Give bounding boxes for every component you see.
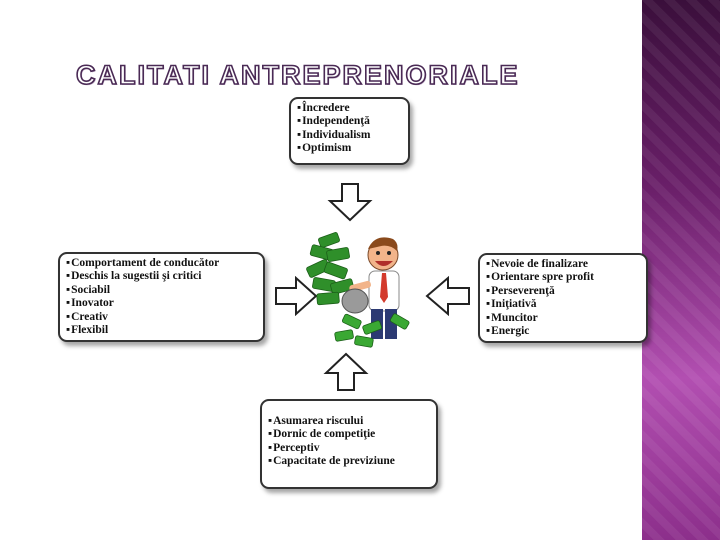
quality-item: ▪ Perceptiv <box>268 442 430 455</box>
qualities-box-right <box>478 253 648 343</box>
quality-item: ▪ Independenţă <box>297 115 402 128</box>
quality-item: ▪ Inovator <box>66 297 257 310</box>
quality-item: ▪ Perseverenţă <box>486 285 640 298</box>
quality-item: ▪ Muncitor <box>486 312 640 325</box>
quality-item: ▪ Comportament de conducător <box>66 257 257 270</box>
qualities-box-bottom <box>260 399 438 489</box>
quality-item: ▪ Încredere <box>297 102 402 115</box>
quality-item: ▪ Orientare spre profit <box>486 271 640 284</box>
decorative-side-band <box>642 0 720 540</box>
arrow-down-icon <box>327 182 373 222</box>
quality-item: ▪ Sociabil <box>66 284 257 297</box>
quality-item: ▪ Creativ <box>66 311 257 324</box>
arrow-up-icon <box>323 352 369 392</box>
quality-item: ▪ Deschis la sugestii şi critici <box>66 270 257 283</box>
quality-item: ▪ Nevoie de finalizare <box>486 258 640 271</box>
arrow-left-icon <box>425 276 471 316</box>
quality-item: ▪ Capacitate de previziune <box>268 455 430 468</box>
quality-item: ▪ Energic <box>486 325 640 338</box>
qualities-box-top <box>289 97 410 165</box>
quality-item: ▪ Asumarea riscului <box>268 415 430 428</box>
quality-item: ▪ Dornic de competiţie <box>268 428 430 441</box>
qualities-box-left <box>58 252 265 342</box>
quality-item: ▪ Flexibil <box>66 324 257 337</box>
quality-item: ▪ Individualism <box>297 129 402 142</box>
slide-title: CALITATI ANTREPRENORIALE <box>76 60 520 90</box>
businessman-with-money-icon <box>305 225 415 350</box>
quality-item: ▪ Iniţiativă <box>486 298 640 311</box>
quality-item: ▪ Optimism <box>297 142 402 155</box>
